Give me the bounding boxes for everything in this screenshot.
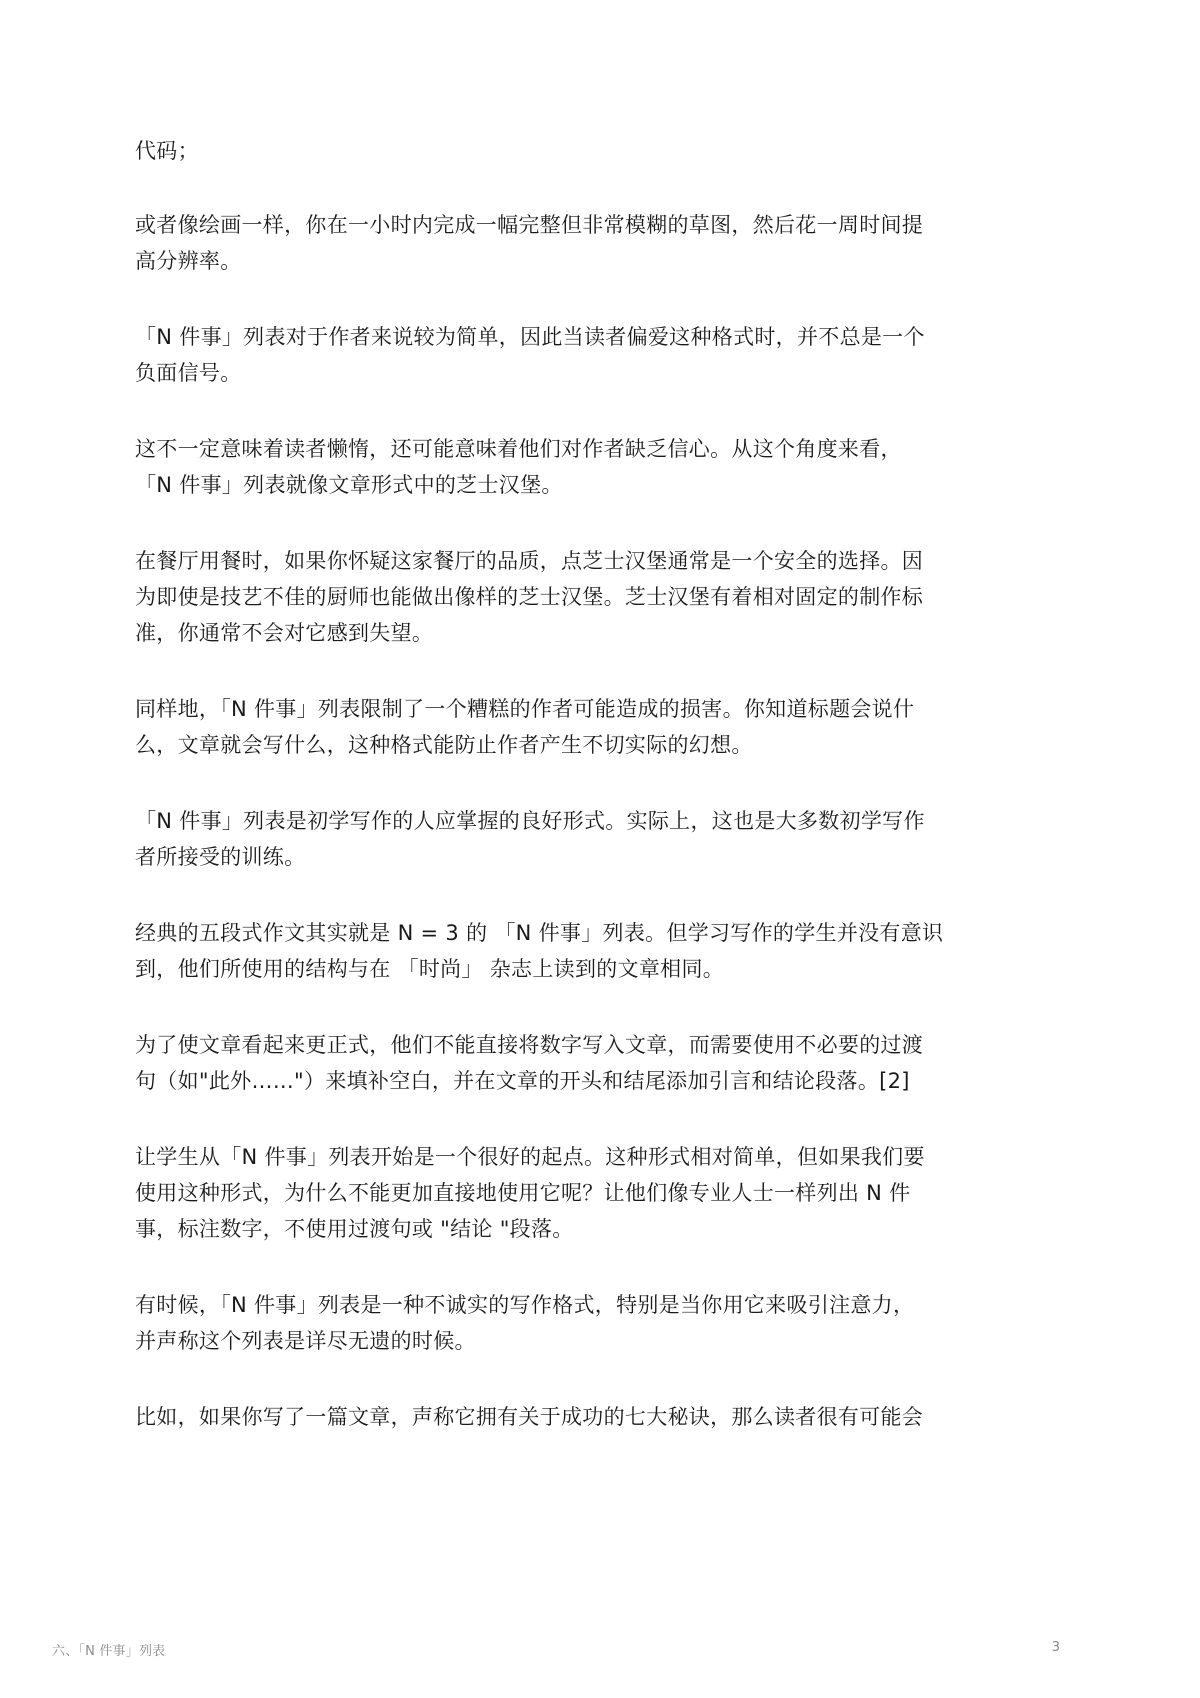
text-line: 负面信号。 — [135, 361, 242, 385]
text-line: 事，标注数字，不使用过渡句或 "结论 "段落。 — [135, 1217, 574, 1241]
text-line: 在餐厅用餐时，如果你怀疑这家餐厅的品质，点芝士汉堡通常是一个安全的选择。因 — [135, 549, 924, 573]
text-line: 并声称这个列表是详尽无遗的时候。 — [135, 1329, 476, 1353]
paragraph — [135, 1139, 995, 1247]
text-line: 代码； — [135, 139, 199, 163]
text-line: 准，你通常不会对它感到失望。 — [135, 621, 434, 645]
text-line: 「N 件事」列表是初学写作的人应掌握的良好形式。实际上，这也是大多数初学写作 — [135, 809, 925, 833]
paragraph — [135, 1399, 995, 1435]
text-line: 或者像绘画一样，你在一小时内完成一幅完整但非常模糊的草图，然后花一周时间提 — [135, 213, 924, 237]
text-line: 使用这种形式，为什么不能更加直接地使用它呢？让他们像专业人士一样列出 N 件 — [135, 1181, 911, 1205]
text-line: 「N 件事」列表对于作者来说较为简单，因此当读者偏爱这种格式时，并不总是一个 — [135, 325, 925, 349]
paragraph — [135, 1287, 995, 1359]
paragraph — [135, 543, 995, 651]
text-line: 比如，如果你写了一篇文章，声称它拥有关于成功的七大秘诀，那么读者很有可能会 — [135, 1405, 924, 1429]
paragraph — [135, 431, 995, 503]
paragraph — [135, 1027, 995, 1099]
text-line: 同样地，「N 件事」列表限制了一个糟糕的作者可能造成的损害。你知道标题会说什 — [135, 697, 915, 721]
paragraph — [135, 803, 995, 875]
body-text — [135, 133, 995, 1475]
text-line: 高分辨率。 — [135, 249, 242, 273]
text-line: 有时候，「N 件事」列表是一种不诚实的写作格式，特别是当你用它来吸引注意力， — [135, 1293, 915, 1317]
text-line: 为即使是技艺不佳的厨师也能做出像样的芝士汉堡。芝士汉堡有着相对固定的制作标 — [135, 585, 924, 609]
text-line: 为了使文章看起来更正式，他们不能直接将数字写入文章，而需要使用不必要的过渡 — [135, 1033, 924, 1057]
paragraph — [135, 319, 995, 391]
paragraph — [135, 691, 995, 763]
text-line: 这不一定意味着读者懒惰，还可能意味着他们对作者缺乏信心。从这个角度来看， — [135, 437, 902, 461]
paragraph — [135, 133, 995, 169]
text-line: 「N 件事」列表就像文章形式中的芝士汉堡。 — [135, 473, 563, 497]
text-line: 句（如"此外……"）来填补空白，并在文章的开头和结尾添加引言和结论段落。[2] — [135, 1069, 910, 1093]
footer-chapter-title: 六、「N 件事」列表 — [52, 1644, 166, 1659]
text-line: 者所接受的训练。 — [135, 845, 306, 869]
text-line: 让学生从「N 件事」列表开始是一个很好的起点。这种形式相对简单，但如果我们要 — [135, 1145, 925, 1169]
text-line: 经典的五段式作文其实就是 N = 3 的 「N 件事」列表。但学习写作的学生并没有意识 — [135, 921, 944, 945]
text-line: 到，他们所使用的结构与在 「时尚」 杂志上读到的文章相同。 — [135, 957, 725, 981]
text-line: 么，文章就会写什么，这种格式能防止作者产生不切实际的幻想。 — [135, 733, 753, 757]
paragraph — [135, 207, 995, 279]
footer-page-number: 3 — [1051, 1640, 1060, 1655]
paragraph — [135, 915, 995, 987]
